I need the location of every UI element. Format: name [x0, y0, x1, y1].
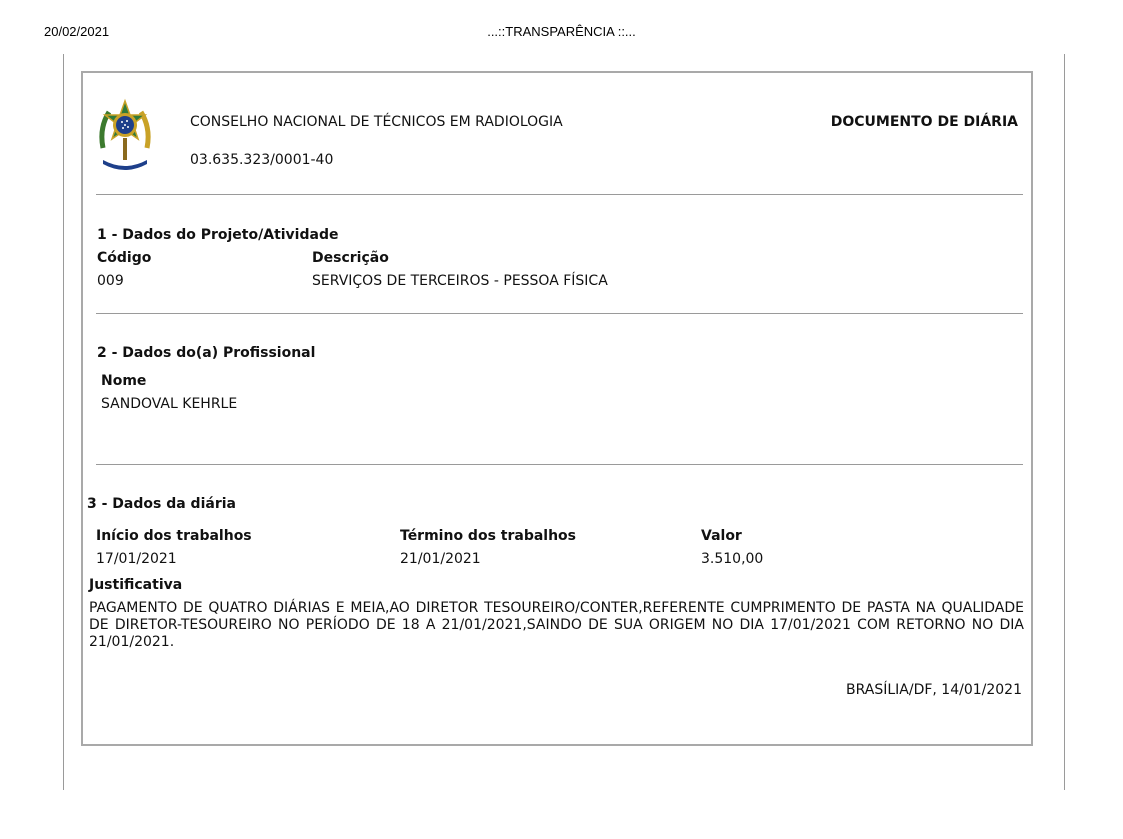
section3-title: 3 - Dados da diária — [87, 496, 236, 512]
justification-text: PAGAMENTO DE QUATRO DIÁRIAS E MEIA,AO DIRETOR TESOUREIRO/CONTER,REFERENTE CUMPRIMENTO DE PASTA NA QUALIDADE DE DIRETOR-TESOUREIRO NO PERÍODO DE 18 A 21/01/2021,SAINDO DE SUA ORIGEM NO DIA 17/01/2021 COM RETORNO NO DIA 21/01/2021. — [89, 600, 1024, 650]
section1-title: 1 - Dados do Projeto/Atividade — [97, 227, 339, 243]
end-label: Término dos trabalhos — [400, 528, 577, 544]
org-name: CONSELHO NACIONAL DE TÉCNICOS EM RADIOLOGIA — [190, 114, 563, 130]
code-value: 009 — [97, 273, 124, 289]
document-box — [81, 71, 1033, 746]
description-label: Descrição — [312, 250, 389, 266]
section2-title: 2 - Dados do(a) Profissional — [97, 345, 316, 361]
divider — [96, 464, 1023, 465]
print-title: ...::TRANSPARÊNCIA ::... — [487, 24, 636, 39]
end-value: 21/01/2021 — [400, 551, 481, 567]
print-date: 20/02/2021 — [44, 24, 110, 39]
name-value: SANDOVAL KEHRLE — [101, 396, 238, 412]
org-cnpj: 03.635.323/0001-40 — [190, 152, 334, 168]
left-frame-line — [63, 54, 64, 790]
print-header — [0, 24, 1123, 42]
value-label: Valor — [701, 528, 742, 544]
start-label: Início dos trabalhos — [96, 528, 252, 544]
place-date: BRASÍLIA/DF, 14/01/2021 — [845, 682, 1022, 698]
name-label: Nome — [101, 373, 147, 389]
document-type: DOCUMENTO DE DIÁRIA — [830, 114, 1018, 130]
value-amount: 3.510,00 — [701, 551, 764, 567]
divider — [96, 313, 1023, 314]
code-label: Código — [97, 250, 152, 266]
description-value: SERVIÇOS DE TERCEIROS - PESSOA FÍSICA — [312, 273, 608, 289]
right-frame-line — [1064, 54, 1065, 790]
start-value: 17/01/2021 — [96, 551, 177, 567]
justification-label: Justificativa — [89, 577, 183, 593]
divider — [96, 194, 1023, 195]
brazil-coat-of-arms-icon — [97, 98, 153, 172]
